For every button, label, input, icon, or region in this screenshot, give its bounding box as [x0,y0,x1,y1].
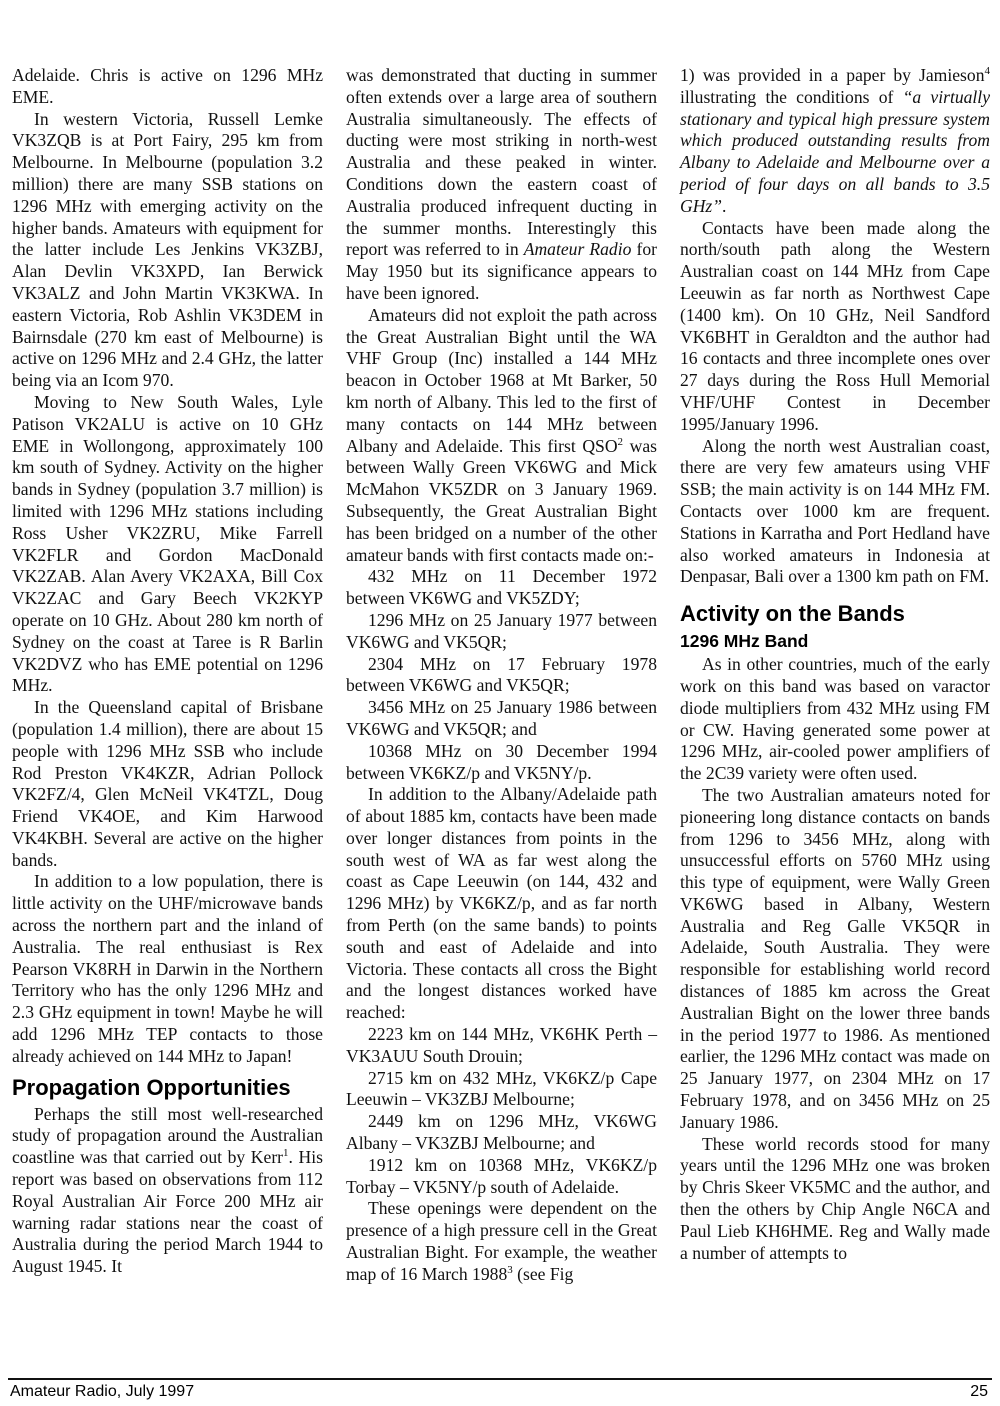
text-run: illustrating the conditions of [680,86,894,107]
paragraph: Adelaide. Chris is active on 1296 MHz EME. [12,65,323,107]
column-3 [680,65,990,1264]
first-contact-432: 432 MHz on 11 December 1972 between VK6WG and VK5ZDY; [346,566,657,609]
footnote-ref: 2 [617,435,624,448]
section-heading-activity: Activity on the Bands [680,601,905,627]
paragraph: The two Australian amateurs noted for pioneering long distance contacts on bands from 1296 to 3456 MHz, along with unsuccessful efforts on 5760 MHz using this type of equipment, were Wally Green VK6WG based in Albany, Western Australia and Reg Galle VK5QR in Adelaide, South Australia. They were responsible for establishing world record distances of 1885 km across the Great Australian Bight on the lower three bands in the period 1977 to 1986. As mentioned earlier, the 1296 MHz contact was made on 25 January 1977, on 2304 MHz on 17 February 1978, and on 3456 MHz on 25 January 1986. [680,784,990,1132]
footnote-ref: 1 [283,1147,289,1160]
text-run: . His report was based on observations from 112 Royal Australian Air Force 200 MHz air warning radar stations near the coast of Australia during the period March 1944 to August 1945. It [12,1147,323,1277]
first-contact-10368: 10368 MHz on 30 December 1994 between VK6KZ/p and VK5NY/p. [346,740,657,783]
first-contact-3456: 3456 MHz on 25 January 1986 between VK6WG and VK5QR; and [346,697,657,739]
paragraph: These world records stood for many years until the 1296 MHz one was broken by Chris Skeer VK5MC and the author, and then the others by Chip Angle N6CA and Paul Lieb KH6HME. Reg and Wally made a number of attempts to [680,1133,990,1263]
distance-record-10368: 1912 km on 10368 MHz, VK6KZ/p Torbay – VK5NY/p south of Adelaide. [346,1154,657,1197]
column-1 [12,65,323,1278]
paragraph [346,1198,657,1285]
paragraph: In the Queensland capital of Brisbane (population 1.4 million), there are about 15 people with 1296 MHz SSB who include Rod Preston VK4KZR, Adrian Pollock VK2FZ/4, Glen McNeil VK4TZL, Doug Friend VK4OE, and Kim Harwood VK4KBH. Several are active on the higher bands. [12,697,323,870]
footer-publication: Amateur Radio, July 1997 [10,1383,195,1400]
text-run: Perhaps the still most well-researched study of propagation around the Australian coastline was that carried out by Kerr [12,1103,323,1168]
text-run: was demonstrated that ducting in summer often extends over a large area of southern Australia simultaneously. The effects of ducting were most striking in north-west Australia and these peaked in winter. Conditions down the eastern coast of Australia produced infrequent ducting in the summer months. Interestingly this report was referred to in [346,65,657,260]
text-run: was between Wally Green VK6WG and Mick McMahon VK5ZDR on 3 January 1969. Subsequently, the Great Australian Bight has been bridged on a number of the other amateur bands with first contacts made on:- [346,435,657,565]
text-run: for May 1950 but its significance appears to have been ignored. [346,239,658,303]
paragraph: In addition to the Albany/Adelaide path of about 1885 km, contacts have been made over longer distances from points in the south west of WA as far west along the coast as Cape Leeuwin (on 144, 432 and 1296 MHz) by VK6KZ/p, and as far north from Perth (on the same bands) to points south and east of Adelaide and into Victoria. These contacts all cross the Bight and the longest distances worked have reached: [346,784,657,1023]
section-heading-propagation: Propagation Opportunities [12,1074,291,1100]
paragraph [346,305,657,567]
text-run: Amateurs did not exploit the path across the Great Australian Bight until the WA VHF Group (Inc) installed a 144 MHz beacon in October 1968 at Mt Barker, 50 km north of Albany. This led to the first of many contacts on 144 MHz between Albany and Adelaide. This first QSO [346,304,657,456]
distance-record-144: 2223 km on 144 MHz, VK6HK Perth – VK3AUU South Drouin; [346,1024,657,1066]
paragraph: Moving to New South Wales, Lyle Patison VK2ALU is active on 10 GHz EME in Wollongong, approximately 100 km south of Sydney. Activity on the higher bands in Sydney (population 3.7 million) is limited with 1296 MHz stations including Ross Usher VK2ZRU, Mike Farrell VK2FLR and Gordon MacDonald VK2ZAB. Alan Avery VK2AXA, Bill Cox VK2ZAC and Gary Beech VK2KYP operate on 10 GHz. About 280 km north of Sydney on the coast at Taree is R Barlin VK2DVZ who has EME potential on 1296 MHz. [12,391,323,696]
first-contact-2304: 2304 MHz on 17 February 1978 between VK6WG and VK5QR; [346,653,657,696]
paragraph: In western Victoria, Russell Lemke VK3ZQB is at Port Fairy, 295 km from Melbourne. In Melbourne (population 3.2 million) there are many SSB stations on 1296 MHz with emerging activity on the higher bands. Amateurs with equipment for the latter include Les Jenkins VK3ZBJ, Alan Devlin VK3XPD, Ian Berwick VK3ALZ and John Martin VK3KWA. In eastern Victoria, Rob Ashlin VK3DEM in Bairnsdale (270 km east of Melbourne) is active on 1296 MHz and 2.4 GHz, the latter being via an Icom 970. [12,108,323,391]
footnote-ref: 4 [984,65,990,78]
first-contact-1296: 1296 MHz on 25 January 1977 between VK6WG and VK5QR; [346,609,657,652]
distance-record-432: 2715 km on 432 MHz, VK6KZ/p Cape Leeuwin – VK3ZBJ Melbourne; [346,1067,657,1110]
publication-title: Amateur Radio [523,239,632,260]
paragraph: In addition to a low population, there is little activity on the UHF/microwave bands across the northern part and the inland of Australia. The real enthusiast is Rex Pearson VK8RH in Darwin in the Northern Territory who has the only 1296 MHz and 2.3 GHz equipment in town! Maybe he will add 1296 MHz TEP contacts to those already achieved on 144 MHz to Japan! [12,871,323,1066]
paragraph: As in other countries, much of the early work on this band was based on varactor diode multipliers from 432 MHz using FM or CW. Having generated some power at 1296 MHz, air-cooled power amplifiers of the 2C39 variety were often used. [680,654,990,784]
distance-record-1296: 2449 km on 1296 MHz, VK6WG Albany – VK3ZBJ Melbourne; and [346,1111,657,1154]
text-run: 1) was provided in a paper by Jamieson [680,65,985,85]
text-run: These openings were dependent on the presence of a high pressure cell in the Great Australian Bight. For example, the weather map of 16 March 1988 [346,1198,657,1284]
footer-rule [8,1378,992,1380]
paragraph: Along the north west Australian coast, there are very few amateurs using VHF SSB; the main activity is on 144 MHz FM. Contacts over 1000 km are frequent. Stations in Karratha and Port Hedland have also worked amateurs in Indonesia at Denpasar, Bali over a 1300 km path on FM. [680,435,990,587]
subheading-1296-band: 1296 MHz Band [680,631,809,652]
text-run: . [722,195,727,216]
paragraph [346,65,657,305]
paragraph [12,1104,323,1278]
footnote-ref: 3 [507,1263,513,1276]
paragraph: Contacts have been made along the north/south path along the Western Australian coast on 144 MHz from Cape Leeuwin as far north as Northwest Cape (1400 km). On 10 GHz, Neil Sandford VK6BHT in Geraldton and the author had 16 contacts and three incomplete ones over 27 days during the Ross Hull Memorial VHF/UHF Contest in December 1995/January 1996. [680,217,990,434]
page-number: 25 [970,1383,988,1400]
column-2 [346,65,657,1286]
text-run: (see Fig [517,1263,574,1284]
quotation: “a virtually stationary and typical high pressure system which produced outstanding results from Albany to Adelaide and Melbourne over a period of four days on all bands to 3.5 GHz” [680,86,991,216]
paragraph [680,65,990,218]
